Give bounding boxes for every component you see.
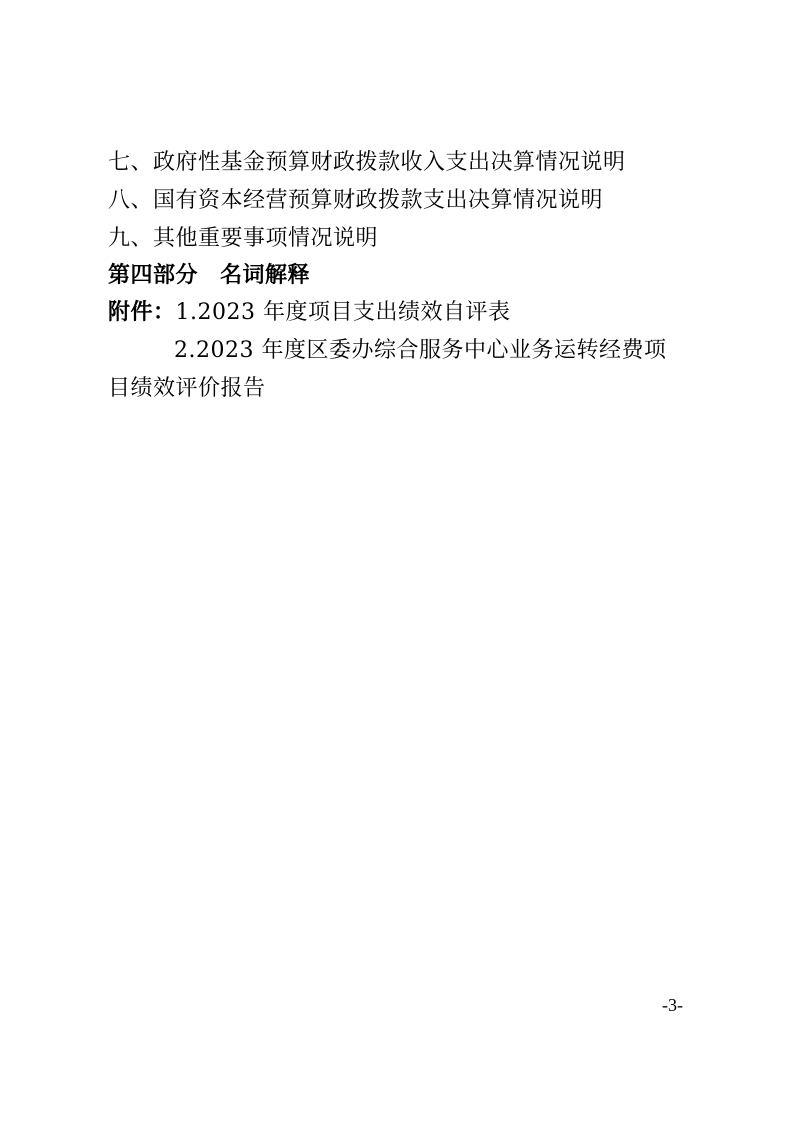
page-number: -3- bbox=[662, 995, 683, 1015]
part4-label: 第四部分 bbox=[108, 263, 199, 288]
toc-item-9: 九、其他重要事项情况说明 bbox=[108, 226, 379, 251]
part4-title: 名词解释 bbox=[220, 263, 311, 288]
attachment-item-1: 1.2023 年度项目支出绩效自评表 bbox=[175, 300, 511, 325]
toc-item-7: 七、政府性基金预算财政拨款收入支出决算情况说明 bbox=[108, 150, 626, 175]
attachments-line-1 bbox=[108, 300, 511, 326]
attachment-item-2-line-2: 目绩效评价报告 bbox=[108, 376, 266, 401]
attachments-label: 附件： bbox=[108, 300, 176, 325]
part4-heading bbox=[108, 263, 310, 289]
toc-item-8: 八、国有资本经营预算财政拨款支出决算情况说明 bbox=[108, 188, 604, 213]
attachment-item-2-line-1: 2.2023 年度区委办综合服务中心业务运转经费项 bbox=[174, 338, 667, 363]
